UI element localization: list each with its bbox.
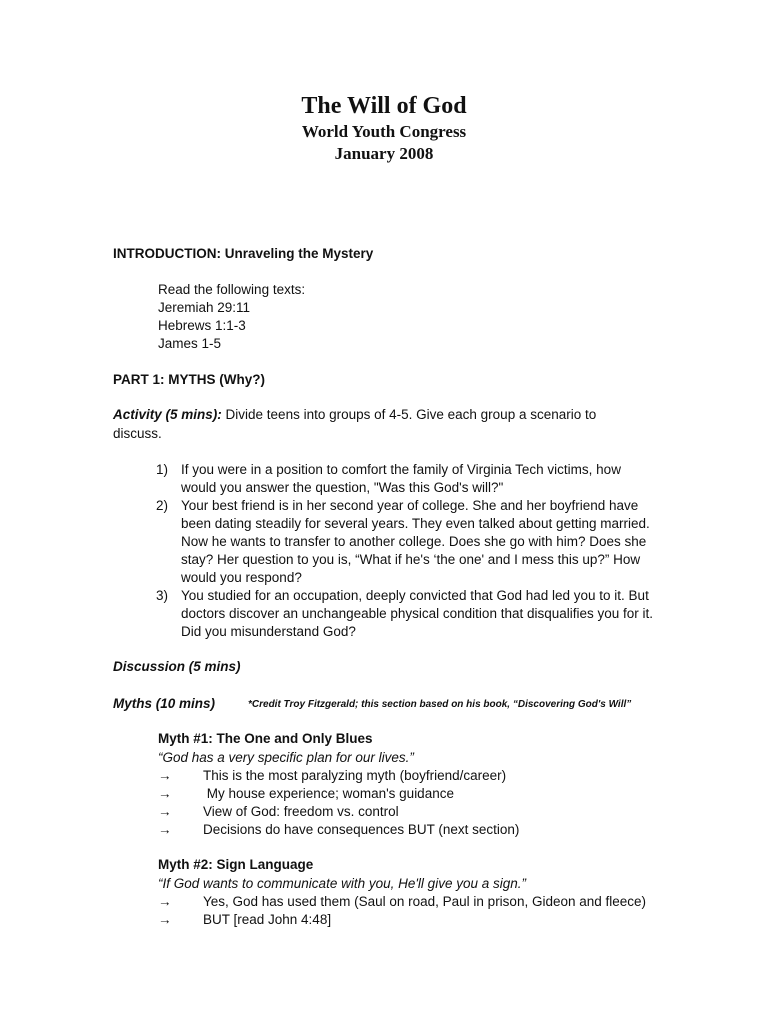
myth2-point <box>158 893 646 911</box>
myth1-point-text: Decisions do have consequences BUT (next section) <box>203 822 520 837</box>
arrow-icon: → <box>158 768 172 783</box>
document-subtitle: World Youth Congress <box>301 122 467 141</box>
myth1-point <box>158 785 454 803</box>
myth2-point-text: Yes, God has used them (Saul on road, Paul in prison, Gideon and fleece) <box>203 894 647 909</box>
myth1-point <box>158 803 399 821</box>
myth1-point-text: This is the most paralyzing myth (boyfriend/career) <box>203 768 507 783</box>
scenario-text: Your best friend is in her second year of college. She and her boyfriend have been dating steadily for several years. They even talked about getting married. Now he wants to transfer to another college. Does she go with him? Does she stay? Her question to you is, “What if he's ‘the one' and I mess this up?” How would you respond? <box>181 498 650 585</box>
document-date: January 2008 <box>334 144 434 163</box>
scenario-item <box>156 497 656 587</box>
myth2-heading: Myth #2: Sign Language <box>158 857 314 872</box>
arrow-icon: → <box>158 804 172 819</box>
myth2-point <box>158 911 331 929</box>
scenario-item <box>156 461 656 497</box>
scenario-text: If you were in a position to comfort the family of Virginia Tech victims, how would you answer the question, "Was this God's will?" <box>181 462 621 495</box>
myth1-point <box>158 767 506 785</box>
myth1-point <box>158 821 519 839</box>
scenario-item <box>156 587 656 641</box>
activity-label: Activity (5 mins): <box>113 407 222 422</box>
myth1-point-text: My house experience; woman's guidance <box>203 786 454 801</box>
activity-paragraph <box>113 406 596 424</box>
intro-heading: INTRODUCTION: Unraveling the Mystery <box>113 246 374 261</box>
intro-line: Hebrews 1:1-3 <box>158 318 246 333</box>
scenario-list <box>156 461 656 641</box>
intro-line: James 1-5 <box>158 336 222 351</box>
scenario-number: 1) <box>156 462 169 477</box>
intro-line: Jeremiah 29:11 <box>158 300 251 315</box>
activity-text-continued: discuss. <box>113 426 162 441</box>
arrow-icon: → <box>158 912 172 927</box>
arrow-icon: → <box>158 822 172 837</box>
activity-text: Divide teens into groups of 4-5. Give each group a scenario to <box>221 407 597 422</box>
myth1-heading: Myth #1: The One and Only Blues <box>158 731 373 746</box>
myth1-point-text: View of God: freedom vs. control <box>203 804 399 819</box>
myth2-quote: “If God wants to communicate with you, He'll give you a sign.” <box>158 876 526 891</box>
scenario-text: You studied for an occupation, deeply convicted that God had led you to it. But doctors discover an unchangeable physical condition that disqualifies you for it. Did you misunderstand God? <box>181 588 654 639</box>
part1-heading: PART 1: MYTHS (Why?) <box>113 372 265 387</box>
credit-note: *Credit Troy Fitzgerald; this section based on his book, “Discovering God's Will” <box>248 699 632 710</box>
arrow-icon: → <box>158 786 172 801</box>
scenario-number: 3) <box>156 588 169 603</box>
document-title: The Will of God <box>301 93 467 119</box>
myth2-point-text: BUT [read John 4:48] <box>203 912 332 927</box>
scenario-number: 2) <box>156 498 169 513</box>
arrow-icon: → <box>158 894 172 909</box>
myths-label: Myths (10 mins) <box>113 696 216 711</box>
myth1-quote: “God has a very specific plan for our lives.” <box>158 750 414 765</box>
discussion-label: Discussion (5 mins) <box>113 659 241 674</box>
intro-line: Read the following texts: <box>158 282 306 297</box>
